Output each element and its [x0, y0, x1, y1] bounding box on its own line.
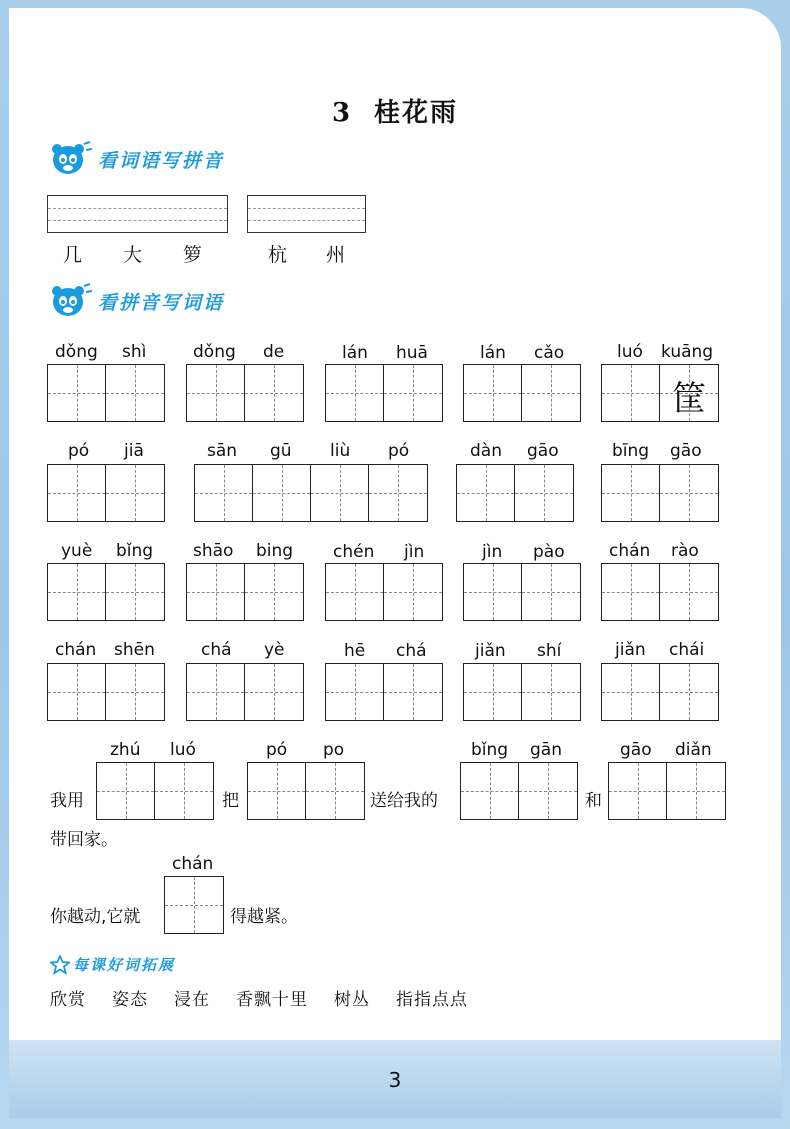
pinyin-label: dǒng	[55, 342, 98, 362]
extension-word: 香飘十里	[236, 990, 308, 1010]
pinyin-label: bǐng	[471, 740, 509, 760]
tianzi-grid[interactable]	[194, 464, 428, 522]
pinyin-write-box-2[interactable]	[247, 195, 366, 233]
tianzi-grid[interactable]	[47, 364, 165, 422]
pinyin-label: chái	[669, 640, 705, 660]
pinyin-label: shí	[537, 641, 562, 661]
pinyin-label: shì	[122, 342, 147, 362]
word-char: 州	[326, 244, 346, 266]
tianzi-grid[interactable]	[164, 876, 224, 934]
extension-word: 姿态	[112, 990, 148, 1010]
pinyin-label: rào	[671, 541, 699, 561]
panda-icon	[48, 282, 94, 320]
pinyin-label: gū	[270, 441, 292, 461]
extension-word-list	[50, 985, 494, 1010]
pinyin-write-box-1[interactable]	[47, 195, 228, 233]
pinyin-label: jìn	[404, 542, 425, 562]
sentence-text: 送给我的	[370, 791, 438, 811]
tianzi-grid[interactable]	[47, 663, 165, 721]
extension-heading	[50, 954, 175, 975]
tianzi-grid[interactable]	[247, 762, 365, 820]
lesson-name: 桂花雨	[374, 98, 459, 128]
pinyin-label: sān	[207, 441, 238, 461]
pinyin-label: chá	[396, 641, 427, 661]
tianzi-grid[interactable]	[601, 563, 719, 621]
tianzi-grid[interactable]	[601, 464, 719, 522]
pinyin-label: gāo	[620, 740, 652, 760]
tianzi-grid[interactable]	[460, 762, 578, 820]
tianzi-grid[interactable]	[456, 464, 574, 522]
pinyin-label: zhú	[110, 740, 141, 760]
word-char: 大	[123, 244, 143, 266]
tianzi-grid[interactable]	[325, 563, 443, 621]
pinyin-label: shēn	[114, 640, 155, 660]
pinyin-label: bing	[256, 541, 294, 561]
pinyin-label: kuāng	[661, 342, 714, 362]
tianzi-grid[interactable]	[608, 762, 726, 820]
pinyin-label: chá	[201, 640, 232, 660]
pinyin-label: luó	[170, 740, 196, 760]
pinyin-label: yuè	[61, 541, 93, 561]
word-char: 几	[63, 244, 83, 266]
panda-icon	[48, 140, 94, 178]
pinyin-label: bǐng	[116, 541, 154, 561]
tianzi-grid[interactable]	[47, 563, 165, 621]
sentence-text: 把	[222, 791, 239, 811]
star-icon	[50, 955, 70, 975]
sentence-text: 得越紧。	[230, 907, 298, 927]
section-title-2: 看拼音写词语	[98, 291, 225, 314]
pinyin-label: pó	[388, 441, 410, 461]
pinyin-label: cǎo	[534, 343, 565, 363]
lesson-number: 3	[331, 98, 353, 128]
pinyin-label: huā	[396, 343, 428, 363]
sentence-text: 带回家。	[50, 830, 118, 850]
extension-word: 指指点点	[396, 990, 468, 1010]
pinyin-label: bīng	[612, 441, 650, 461]
pinyin-label: pó	[266, 740, 288, 760]
lesson-title	[0, 92, 790, 129]
pinyin-label: chán	[172, 854, 214, 874]
pinyin-label: lán	[342, 343, 368, 363]
pinyin-label: chán	[55, 640, 97, 660]
extension-word: 浸在	[174, 990, 210, 1010]
pinyin-label: dǒng	[193, 342, 236, 362]
extension-word: 欣赏	[50, 990, 86, 1010]
pinyin-label: gān	[530, 740, 562, 760]
pinyin-label: jiǎn	[615, 640, 646, 660]
tianzi-grid[interactable]	[463, 364, 581, 422]
tianzi-grid[interactable]	[463, 663, 581, 721]
pinyin-label: jiǎn	[475, 641, 506, 661]
tianzi-grid[interactable]	[601, 364, 719, 422]
pinyin-label: po	[323, 740, 345, 760]
word-char: 杭	[268, 244, 288, 266]
given-character: 筐	[672, 379, 706, 419]
extension-title: 每课好词拓展	[73, 956, 176, 974]
page-number: 3	[388, 1068, 402, 1092]
pinyin-label: dàn	[470, 441, 502, 461]
tianzi-grid[interactable]	[601, 663, 719, 721]
pinyin-label: pó	[68, 441, 90, 461]
pinyin-label: gāo	[527, 441, 559, 461]
section-heading-2	[48, 282, 224, 320]
pinyin-label: shāo	[193, 541, 234, 561]
pinyin-label: chén	[333, 542, 375, 562]
tianzi-grid[interactable]	[325, 663, 443, 721]
tianzi-grid[interactable]	[47, 464, 165, 522]
pinyin-label: gāo	[670, 441, 702, 461]
tianzi-grid[interactable]	[463, 563, 581, 621]
pinyin-label: luó	[617, 342, 643, 362]
pinyin-label: chán	[609, 541, 651, 561]
word-char: 箩	[183, 244, 203, 266]
tianzi-grid[interactable]	[186, 563, 304, 621]
pinyin-label: pào	[533, 542, 565, 562]
tianzi-grid[interactable]	[96, 762, 214, 820]
sentence-text: 我用	[50, 791, 84, 811]
pinyin-label: hē	[344, 641, 366, 661]
pinyin-label: de	[263, 342, 285, 362]
pinyin-label: liù	[330, 441, 351, 461]
pinyin-label: jiā	[124, 441, 144, 461]
pinyin-label: yè	[264, 640, 285, 660]
tianzi-grid[interactable]	[186, 663, 304, 721]
pinyin-label: jìn	[482, 542, 503, 562]
section-heading-1	[48, 140, 224, 178]
extension-word: 树丛	[334, 990, 370, 1010]
section-title-1: 看词语写拼音	[98, 149, 225, 172]
tianzi-grid[interactable]	[186, 364, 304, 422]
sentence-text: 和	[585, 791, 602, 811]
sentence-text: 你越动,它就	[50, 907, 141, 927]
pinyin-label: diǎn	[675, 740, 712, 760]
pinyin-label: lán	[480, 343, 506, 363]
tianzi-grid[interactable]	[325, 364, 443, 422]
